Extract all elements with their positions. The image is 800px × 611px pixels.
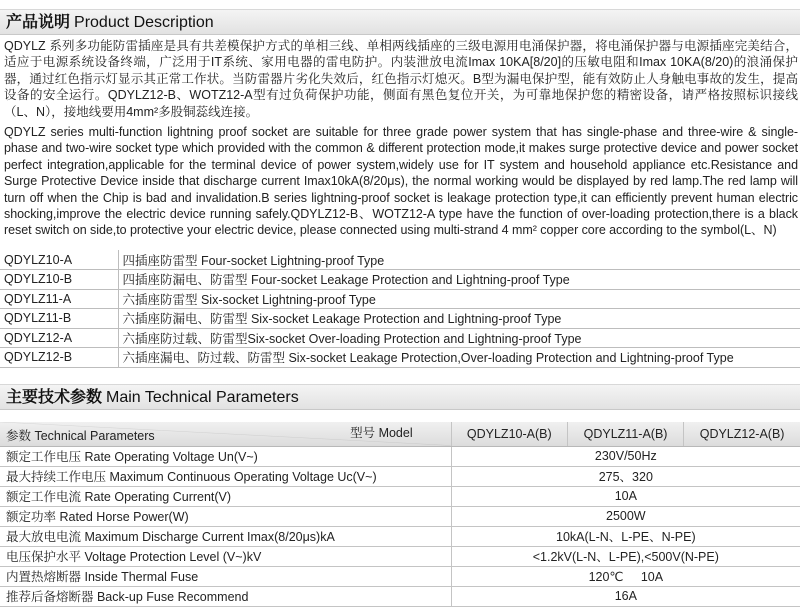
table-row	[0, 526, 800, 546]
technical-parameters-table	[0, 422, 800, 607]
description-paragraph-en: QDYLZ series multi-function lightning proof socket are suitable for three grade power system that has single-phase and three-wire & single-phase and two-wire socket type which provided with the common & different protection mode,it makes surge protective device and power socket perfect integration,applicable for the terminal device of power system,widely use for IT system and household appliance etc.Resistance and Surge Protective Device inside that discharge current Imax10kA(8/20μs), the normal working would be displayed by red lamp.The red lamp will turn off when the Chip is bad and invalidation.B series lightning-proof socket is leakage protection type,it can efficiently prevent human electric shocking,improve the electric device running safely.QDYLZ12-B、WOTZ12-A type have the function of over-loading protection,there is a black reset switch on side,to protective your electric device, please connected using multi-strand 4 mm² copper core according to the symbol(L、N)	[4, 125, 798, 238]
technical-parameters-title-cn: 主要技术参数	[6, 389, 103, 406]
param-label: 最大持续工作电压 Maximum Continuous Operating Voltage Uc(V~)	[0, 466, 451, 486]
param-label: 额定工作电流 Rate Operating Current(V)	[0, 486, 451, 506]
header-model-label: 型号 Model	[350, 426, 413, 440]
param-value: <1.2kV(L-N、L-PE),<500V(N-PE)	[451, 546, 800, 566]
type-description: 六插座防漏电、防雷型 Six-socket Leakage Protection and Lightning-proof Type	[118, 309, 800, 329]
param-label: 内置热熔断器 Inside Thermal Fuse	[0, 566, 451, 586]
table-row	[0, 586, 800, 606]
table-row	[0, 328, 800, 348]
table-row	[0, 348, 800, 368]
type-code: QDYLZ11-B	[0, 309, 118, 329]
table-header-row	[0, 422, 800, 446]
param-label: 最大放电电流 Maximum Discharge Current Imax(8/20μs)kA	[0, 526, 451, 546]
param-label: 额定功率 Rated Horse Power(W)	[0, 506, 451, 526]
table-row	[0, 250, 800, 270]
table-row	[0, 546, 800, 566]
table-row	[0, 309, 800, 329]
type-description: 四插座防漏电、防雷型 Four-socket Leakage Protection and Lightning-proof Type	[118, 270, 800, 290]
table-row	[0, 270, 800, 290]
param-value: 10kA(L-N、L-PE、N-PE)	[451, 526, 800, 546]
param-value: 10A	[451, 486, 800, 506]
description-paragraph-cn: QDYLZ 系列多功能防雷插座是具有共差模保护方式的单相三线、单相两线插座的三级电源用电涌保护器，将电涌保护器与电源插座完美结合，适应于电源系统设备终端，广泛用于IT系统、家用电器的雷电防护。内装泄放电流Imax 10KA[8/20]的压敏电阻和Imax 10KA(8/20)的浪涌保护器，通过红色指示灯显示其正常工作状。当防雷器片劣化失效后，红色指示灯熄灭。B型为漏电保护型，能有效防止人身触电事故的发生，提高设备的安全运行。QDYLZ12-B、WOTZ12-A型有过负荷保护功能，侧面有黑色复位开关，为可靠地保护您的精密设备，请严格按照标识接线（L、N），接地线要用4mm²多股铜蕊线连接。	[4, 39, 798, 119]
param-label: 额定工作电压 Rate Operating Voltage Un(V~)	[0, 446, 451, 466]
technical-parameters-title-en: Main Technical Parameters	[106, 389, 299, 406]
param-value: 275、320	[451, 466, 800, 486]
table-row	[0, 566, 800, 586]
table-row	[0, 446, 800, 466]
param-value: 2500W	[451, 506, 800, 526]
table-row	[0, 486, 800, 506]
table-row	[0, 289, 800, 309]
type-description: 六插座防雷型 Six-socket Lightning-proof Type	[118, 289, 800, 309]
technical-parameters-header	[0, 384, 800, 410]
header-param-label: 参数 Technical Parameters	[6, 428, 155, 443]
product-description-title-en: Product Description	[74, 14, 214, 31]
param-label: 推荐后备熔断器 Back-up Fuse Recommend	[0, 586, 451, 606]
type-description: 四插座防雷型 Four-socket Lightning-proof Type	[118, 250, 800, 270]
type-code: QDYLZ11-A	[0, 289, 118, 309]
type-description: 六插座漏电、防过载、防雷型 Six-socket Leakage Protection,Over-loading Protection and Lightning-proof Type	[118, 348, 800, 368]
model-column-header: QDYLZ10-A(B)	[451, 422, 567, 446]
type-code: QDYLZ12-B	[0, 348, 118, 368]
param-value: 120℃ 10A	[451, 566, 800, 586]
product-description-title-cn: 产品说明	[6, 14, 71, 31]
type-code: QDYLZ10-B	[0, 270, 118, 290]
type-code: QDYLZ12-A	[0, 328, 118, 348]
header-param-model-cell	[0, 422, 451, 446]
model-column-header: QDYLZ12-A(B)	[684, 422, 800, 446]
product-types-table	[0, 250, 800, 368]
type-description: 六插座防过载、防雷型Six-socket Over-loading Protection and Lightning-proof Type	[118, 328, 800, 348]
table-row	[0, 466, 800, 486]
param-value: 230V/50Hz	[451, 446, 800, 466]
model-column-header: QDYLZ11-A(B)	[567, 422, 683, 446]
type-code: QDYLZ10-A	[0, 250, 118, 270]
param-value: 16A	[451, 586, 800, 606]
table-row	[0, 506, 800, 526]
product-description-header	[0, 9, 800, 35]
param-label: 电压保护水平 Voltage Protection Level (V~)kV	[0, 546, 451, 566]
